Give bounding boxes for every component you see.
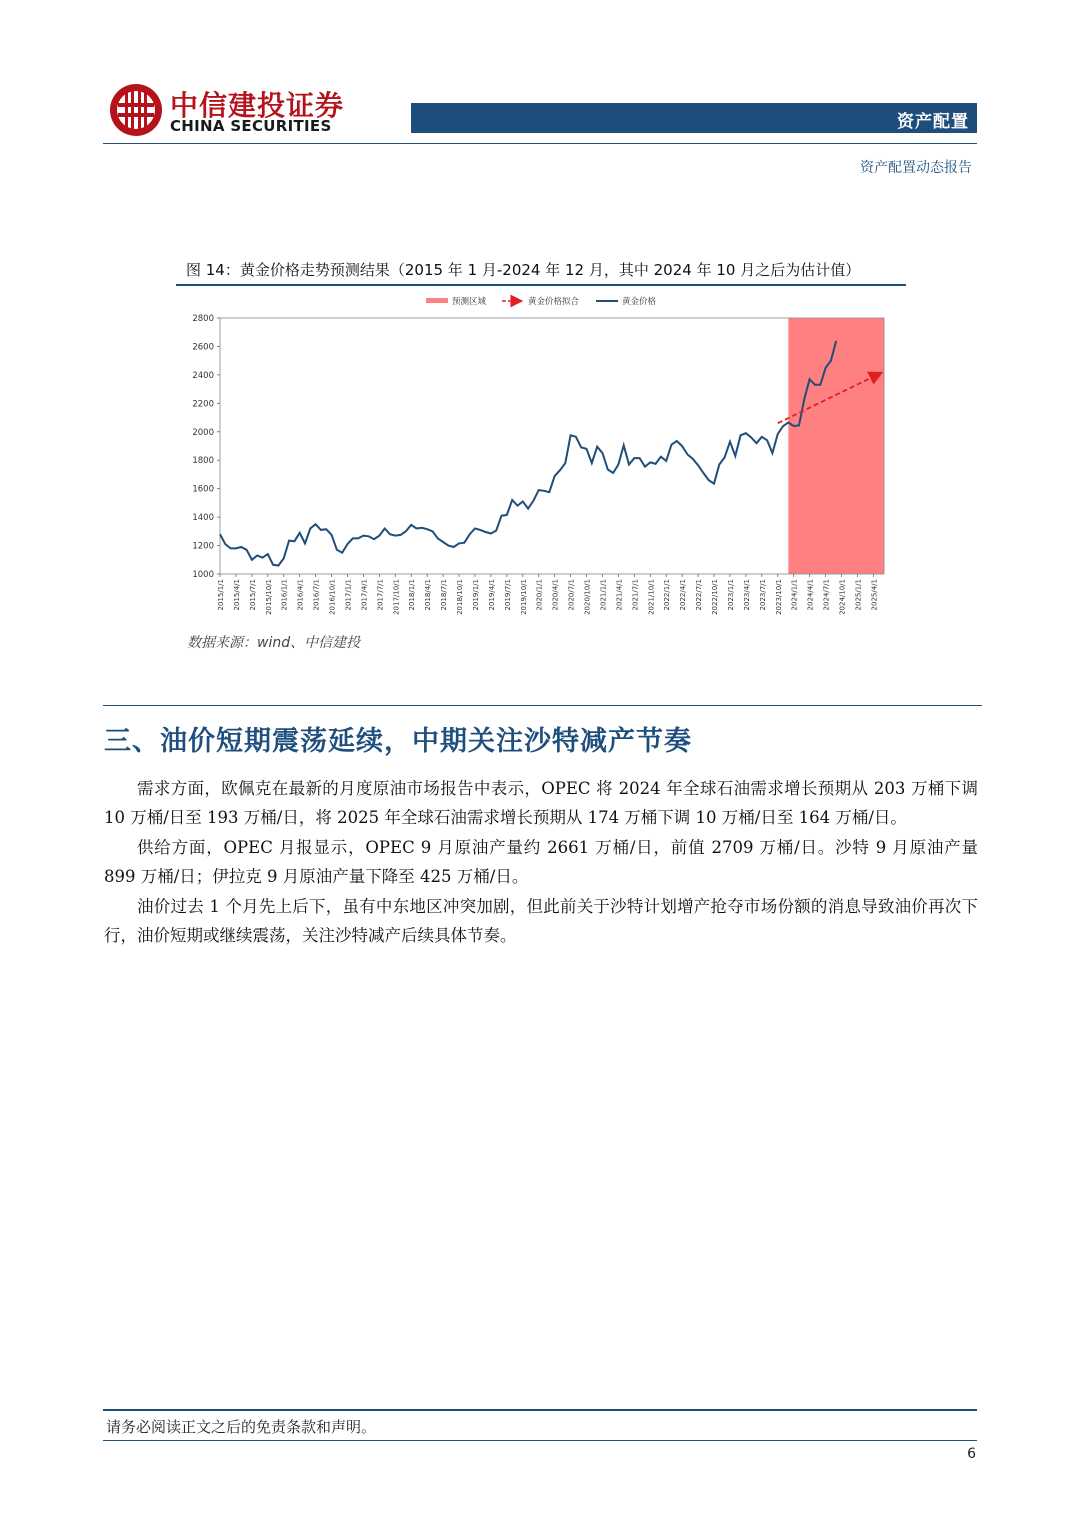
- figure-title-divider: [176, 284, 906, 286]
- x-tick-label: 2020/7/1: [567, 579, 576, 611]
- plot-frame: [220, 318, 884, 574]
- x-tick-label: 2015/4/1: [232, 579, 241, 611]
- x-tick-label: 2025/1/1: [854, 579, 863, 611]
- figure-source: 数据来源：wind、中信建投: [187, 635, 361, 651]
- x-tick-label: 2016/1/1: [280, 579, 289, 611]
- series-line-gold-price: [220, 341, 836, 566]
- y-tick-label: 2000: [192, 427, 214, 438]
- paragraph-outlook: 油价过去 1 个月先上后下，虽有中东地区冲突加剧，但此前关于沙特计划增产抢夺市场份额的消息导致油价再次下行，油价短期或继续震荡，关注沙特减产后续具体节奏。: [104, 897, 978, 945]
- x-tick-label: 2022/1/1: [663, 579, 672, 611]
- legend-label: 黄金价格: [622, 297, 657, 307]
- x-tick-label: 2022/7/1: [695, 579, 704, 611]
- y-tick-label: 1800: [192, 456, 214, 467]
- x-tick-label: 2020/4/1: [551, 579, 560, 611]
- x-tick-label: 2016/10/1: [328, 579, 337, 615]
- footer-divider-bottom: [103, 1440, 977, 1441]
- y-tick-label: 2800: [192, 314, 214, 324]
- x-tick-label: 2016/7/1: [312, 579, 321, 611]
- header-divider: [103, 143, 977, 144]
- x-tick-label: 2017/7/1: [376, 579, 385, 611]
- paragraph-demand: 需求方面，欧佩克在最新的月度原油市场报告中表示，OPEC 将 2024 年全球石油需求增长预期从 203 万桶下调 10 万桶/日至 193 万桶/日，将 2025 年全球石油需求增长预期从 174 万桶下调 10 万桶/日至 164 万桶/日。: [104, 779, 978, 827]
- legend-label: 预测区域: [452, 297, 487, 307]
- footer-divider: [103, 1409, 977, 1411]
- x-tick-label: 2018/1/1: [408, 579, 417, 611]
- x-tick-label: 2018/4/1: [424, 579, 433, 611]
- x-tick-label: 2023/7/1: [758, 579, 767, 611]
- x-tick-label: 2018/7/1: [440, 579, 449, 611]
- chart-legend: [426, 296, 657, 307]
- x-tick-label: 2024/1/1: [790, 579, 799, 611]
- y-tick-label: 2400: [192, 370, 214, 381]
- report-type-label: 资产配置动态报告: [860, 160, 972, 176]
- x-tick-label: 2025/4/1: [870, 579, 879, 611]
- figure-title: 图 14：黄金价格走势预测结果（2015 年 1 月-2024 年 12 月，其中 2024 年 10 月之后为估计值）: [186, 261, 861, 279]
- x-tick-label: 2023/4/1: [742, 579, 751, 611]
- china-securities-logo-icon: [108, 82, 164, 138]
- section-label: 资产配置: [897, 112, 969, 132]
- x-tick-label: 2015/1/1: [217, 579, 225, 611]
- x-tick-label: 2021/1/1: [599, 579, 608, 611]
- page-number: 6: [967, 1446, 976, 1462]
- x-tick-label: 2021/4/1: [615, 579, 624, 611]
- y-tick-label: 1000: [192, 570, 214, 580]
- x-tick-label: 2017/1/1: [344, 579, 353, 611]
- x-tick-label: 2019/10/1: [519, 579, 528, 615]
- x-tick-label: 2019/7/1: [503, 579, 512, 611]
- x-tick-label: 2015/7/1: [248, 579, 257, 611]
- legend-label: 黄金价格拟合: [528, 297, 580, 307]
- x-tick-label: 2021/10/1: [647, 579, 656, 615]
- section-heading: 三、油价短期震荡延续，中期关注沙特减产节奏: [104, 726, 692, 757]
- forecast-region: [788, 318, 884, 574]
- x-tick-label: 2017/4/1: [360, 579, 369, 611]
- x-tick-label: 2023/1/1: [726, 579, 735, 611]
- legend-swatch-area: [426, 298, 448, 303]
- y-tick-label: 2600: [192, 342, 214, 353]
- x-tick-label: 2018/10/1: [456, 579, 465, 615]
- y-tick-label: 1400: [192, 513, 214, 524]
- x-tick-label: 2020/1/1: [535, 579, 544, 611]
- x-tick-label: 2024/7/1: [822, 579, 831, 611]
- section-banner: [411, 103, 977, 133]
- x-tick-label: 2022/4/1: [679, 579, 688, 611]
- y-tick-label: 1200: [192, 541, 214, 552]
- brand-name-en: CHINA SECURITIES: [170, 117, 332, 135]
- x-tick-label: 2019/1/1: [471, 579, 480, 611]
- section-divider: [103, 705, 982, 706]
- y-tick-label: 2200: [192, 399, 214, 410]
- x-tick-label: 2024/4/1: [806, 579, 815, 611]
- x-tick-label: 2024/10/1: [838, 579, 847, 615]
- x-tick-label: 2017/10/1: [392, 579, 401, 615]
- brand-name-cn: 中信建投证券: [170, 89, 345, 122]
- y-tick-label: 1600: [192, 484, 214, 495]
- x-tick-label: 2019/4/1: [487, 579, 496, 611]
- x-tick-label: 2022/10/1: [711, 579, 720, 615]
- x-tick-label: 2015/10/1: [264, 579, 273, 615]
- x-tick-label: 2020/10/1: [583, 579, 592, 615]
- gold-price-forecast-chart: [176, 288, 906, 628]
- paragraph-supply: 供给方面，OPEC 月报显示，OPEC 9 月原油产量约 2661 万桶/日，前值 2709 万桶/日。沙特 9 月原油产量 899 万桶/日；伊拉克 9 月原油产量下降至 425 万桶/日。: [104, 838, 978, 886]
- disclaimer-text: 请务必阅读正文之后的免责条款和声明。: [106, 1418, 377, 1436]
- x-tick-label: 2016/4/1: [296, 579, 305, 611]
- x-tick-label: 2023/10/1: [774, 579, 783, 615]
- x-tick-label: 2021/7/1: [631, 579, 640, 611]
